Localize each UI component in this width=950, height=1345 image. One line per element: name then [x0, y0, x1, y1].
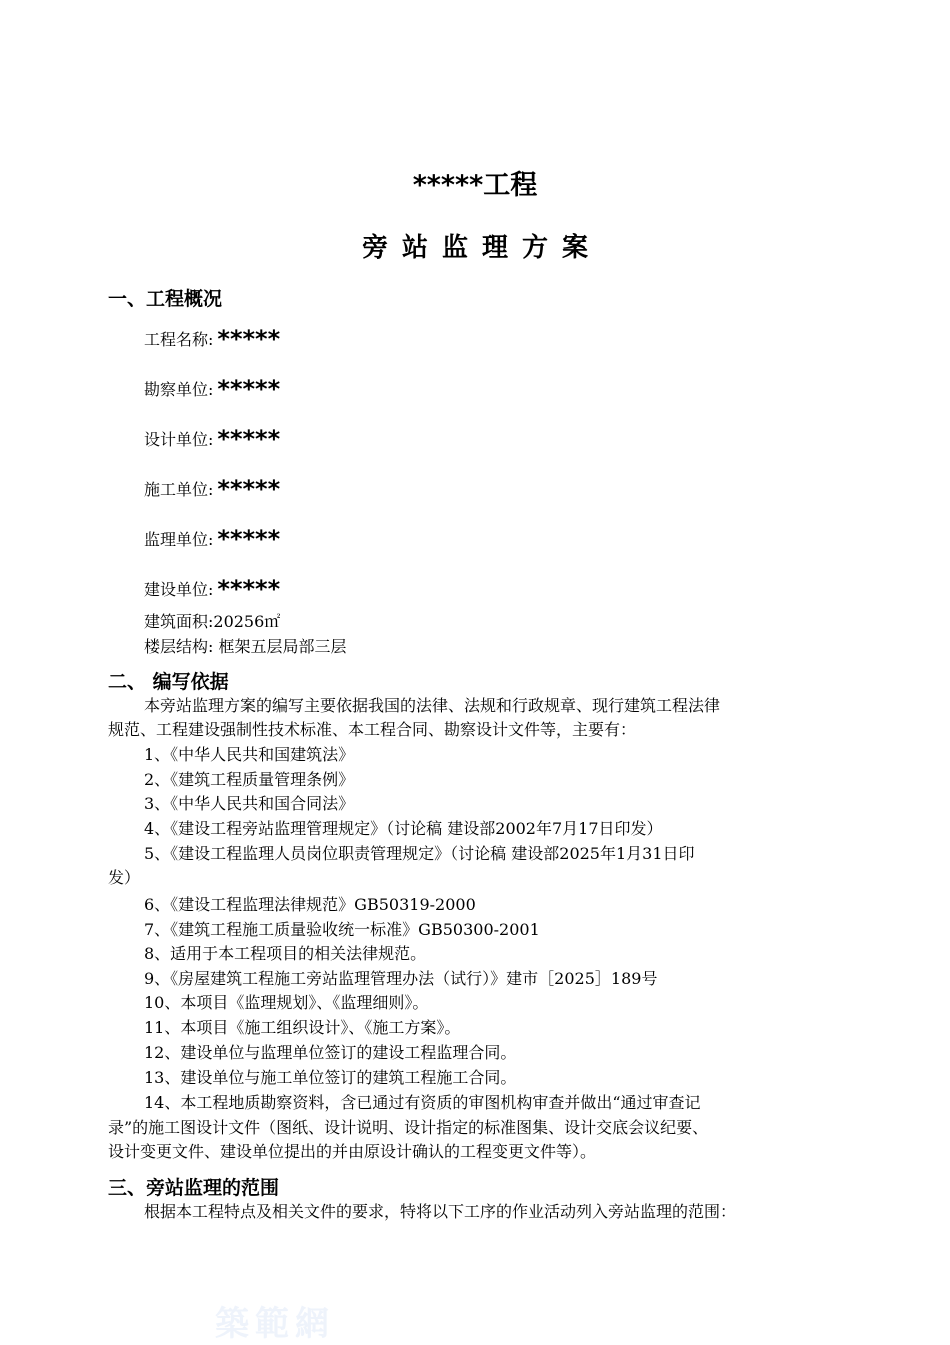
field-survey-unit [144, 376, 280, 403]
field-value: ***** [217, 425, 281, 453]
basis-list-item-continuation: 发） [108, 868, 141, 887]
basis-list-item: 3、《中华人民共和国合同法》 [144, 794, 355, 813]
scope-intro: 根据本工程特点及相关文件的要求，特将以下工序的作业活动列入旁站监理的范围： [144, 1202, 737, 1221]
field-owner-unit [144, 576, 280, 603]
basis-list-item: 1、《中华人民共和国建筑法》 [144, 745, 355, 764]
basis-intro-line: 本旁站监理方案的编写主要依据我国的法律、法规和行政规章、现行建筑工程法律 [144, 696, 721, 715]
basis-list-item: 9、《房屋建筑工程施工旁站监理管理办法（试行）》建市［2025］189号 [144, 969, 658, 988]
document-title: *****工程 [412, 170, 538, 201]
basis-list-item-continuation: 设计变更文件、建设单位提出的并由原设计确认的工程变更文件等）。 [108, 1142, 597, 1161]
basis-list-item: 13、建设单位与施工单位签订的建筑工程施工合同。 [144, 1068, 517, 1087]
field-project-name [144, 326, 280, 353]
document-subtitle: 旁站监理方案 [361, 233, 602, 263]
basis-list-item: 8、适用于本工程项目的相关法律规范。 [144, 944, 427, 963]
field-label: 建设单位: [144, 580, 214, 599]
basis-list-item: 5、《建设工程监理人员岗位职责管理规定》（讨论稿 建设部2025年1月31日印 [144, 844, 695, 863]
basis-list-item: 12、建设单位与监理单位签订的建设工程监理合同。 [144, 1043, 517, 1062]
field-building-area: 建筑面积:20256㎡ [144, 612, 281, 631]
field-construction-unit [144, 476, 280, 503]
field-label: 工程名称: [144, 330, 214, 349]
field-label: 施工单位: [144, 480, 214, 499]
basis-list-item: 11、本项目《施工组织设计》、《施工方案》。 [144, 1018, 461, 1037]
field-value: ***** [217, 525, 281, 553]
field-value: ***** [217, 375, 281, 403]
basis-list-item: 4、《建设工程旁站监理管理规定》（讨论稿 建设部2002年7月17日印发） [144, 819, 663, 838]
field-value: ***** [217, 325, 281, 353]
field-value: ***** [217, 475, 281, 503]
watermark-logo: 築範網 [215, 1304, 335, 1344]
basis-list-item: 14、本工程地质勘察资料，含已通过有资质的审图机构审查并做出“通过审查记 [144, 1093, 701, 1112]
basis-list-item: 6、《建设工程监理法律规范》GB50319-2000 [144, 895, 476, 914]
field-design-unit [144, 426, 280, 453]
basis-list-item: 2、《建筑工程质量管理条例》 [144, 770, 355, 789]
field-floor-structure: 楼层结构: 框架五层局部三层 [144, 637, 347, 656]
field-value: ***** [217, 575, 281, 603]
section-heading-overview: 一、工程概况 [108, 288, 223, 310]
section-heading-scope: 三、旁站监理的范围 [108, 1177, 280, 1199]
field-label: 勘察单位: [144, 380, 214, 399]
field-supervision-unit [144, 526, 280, 553]
field-label: 设计单位: [144, 430, 214, 449]
basis-list-item: 7、《建筑工程施工质量验收统一标准》GB50300-2001 [144, 920, 540, 939]
field-label: 监理单位: [144, 530, 214, 549]
section-heading-basis: 二、 编写依据 [108, 671, 229, 693]
basis-list-item-continuation: 录”的施工图设计文件（图纸、设计说明、设计指定的标准图集、设计交底会议纪要、 [108, 1118, 709, 1137]
basis-intro-line: 规范、工程建设强制性技术标准、本工程合同、勘察设计文件等，主要有： [108, 720, 637, 739]
basis-list-item: 10、本项目《监理规划》、《监理细则》。 [144, 993, 429, 1012]
